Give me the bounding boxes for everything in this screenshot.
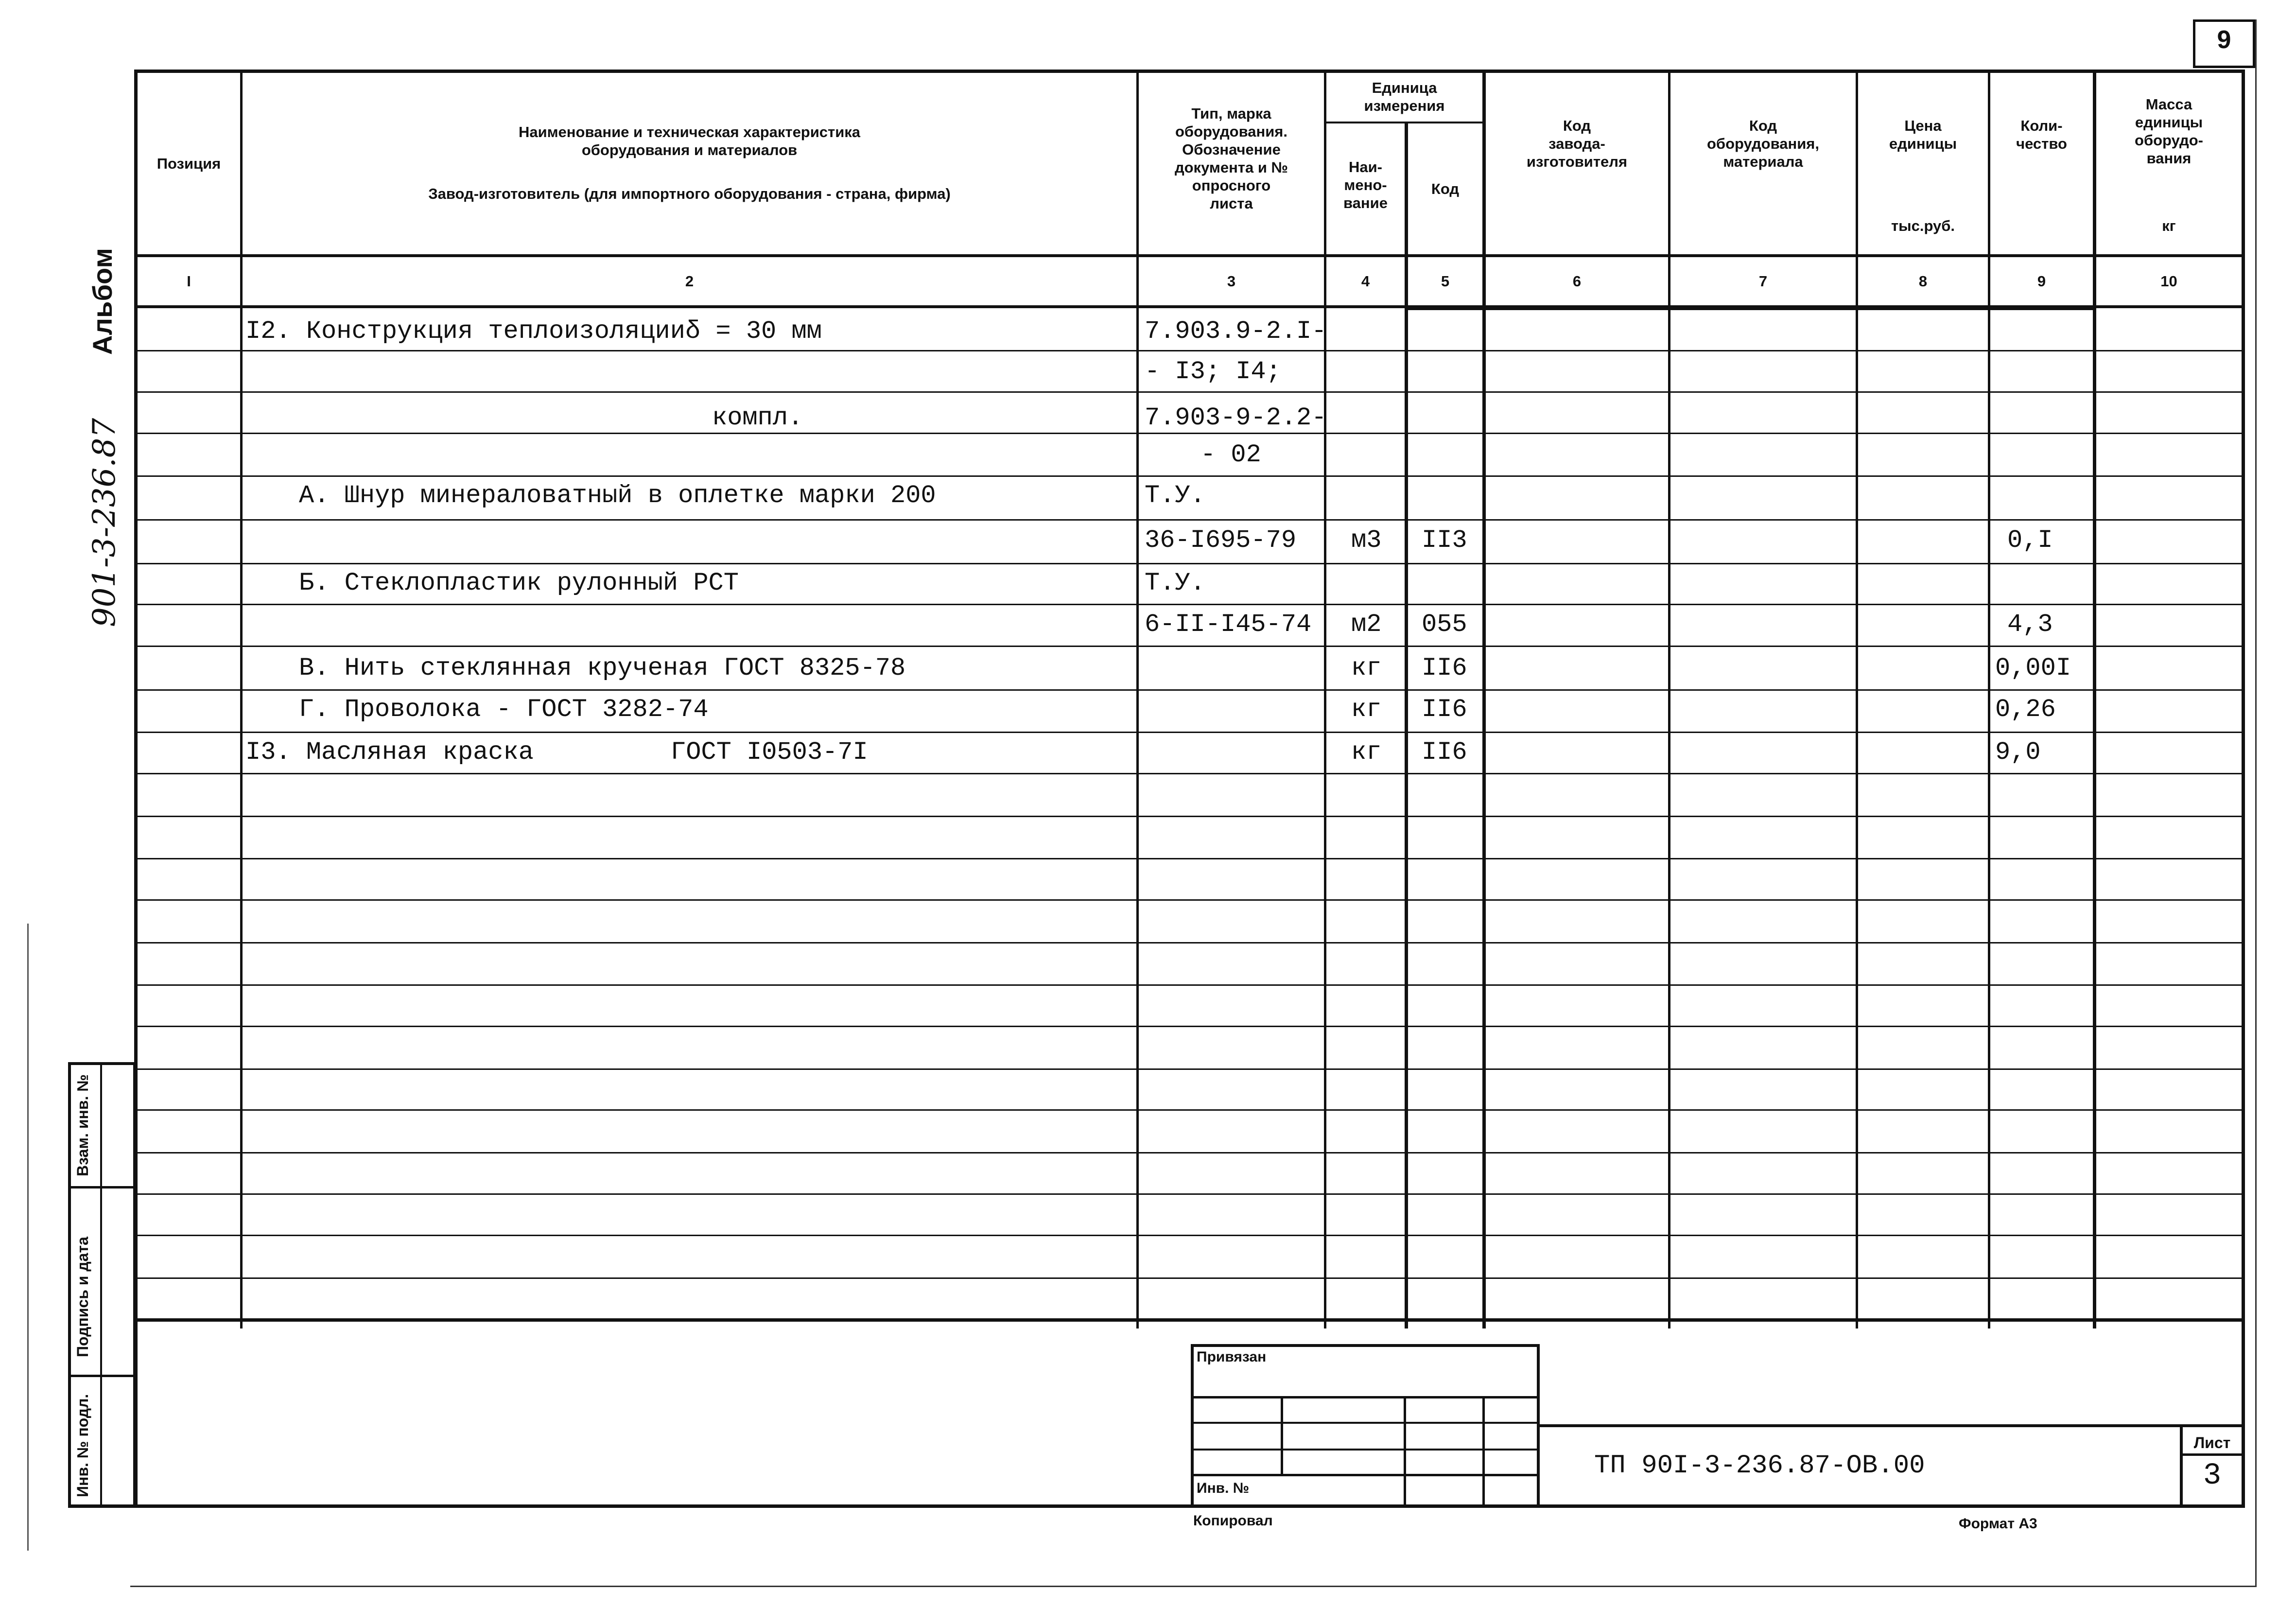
row-line — [135, 1193, 2244, 1195]
frame-right — [2242, 70, 2245, 1508]
row-doc: Т.У. — [1145, 481, 1205, 510]
header-type-line: оборудования. — [1175, 123, 1287, 140]
header-unit-line: измерения — [1364, 97, 1445, 114]
col-line-1 — [240, 70, 243, 1328]
header-equipment-code — [1670, 117, 1856, 171]
row-name: В. Нить стеклянная крученая ГОСТ 8325-78 — [299, 654, 906, 682]
row-name: компл. — [712, 403, 803, 432]
header-type-line: Обозначение — [1182, 141, 1281, 158]
header-quantity-line: Коли- — [2020, 117, 2063, 134]
header-equipment-code-line: Код — [1749, 117, 1777, 134]
album-side-code: 901-3-236.87 — [87, 418, 122, 627]
page-right-rule — [2255, 19, 2257, 1587]
row-doc: 7.903.9-2.I- — [1145, 317, 1327, 346]
row-code: 055 — [1422, 610, 1467, 639]
colnum-10: 10 — [2160, 273, 2177, 290]
row-code: II6 — [1422, 738, 1467, 767]
row-code: II6 — [1422, 695, 1467, 724]
row-line — [135, 646, 2244, 647]
header-quantity-line: чество — [2016, 135, 2067, 152]
header-unit-line: Единица — [1372, 79, 1437, 96]
col-line-7 — [1856, 70, 1858, 1328]
row-line — [135, 942, 2244, 944]
header-mass-line: оборудо- — [2135, 132, 2203, 149]
header-type-doc — [1139, 105, 1324, 212]
privyazan-h3 — [1191, 1449, 1540, 1451]
header-unit-name-line: мено- — [1344, 176, 1387, 193]
colnum-7: 7 — [1758, 273, 1768, 290]
row-line — [135, 984, 2244, 986]
header-mass-line: Масса — [2145, 96, 2192, 113]
frame-bottom — [68, 1504, 2244, 1508]
header-unit-name — [1326, 158, 1405, 212]
header-type-line: Тип, марка — [1191, 105, 1271, 122]
colnum-1: I — [187, 273, 191, 290]
header-name-line1: Наименование и техническая характеристика — [518, 123, 861, 140]
side-stamp-divider — [100, 1062, 102, 1508]
row-name: Б. Стеклопластик рулонный РСТ — [299, 569, 739, 597]
row-line — [135, 433, 2244, 434]
row-qty: 0,00I — [1995, 654, 2071, 682]
header-price-line: единицы — [1889, 135, 1957, 152]
header-factory-code-line: Код — [1563, 117, 1591, 134]
row-unit: кг — [1351, 695, 1382, 724]
row-doc: 6-II-I45-74 — [1145, 610, 1312, 639]
title-main-top — [1537, 1424, 2244, 1427]
col-line-5 — [1482, 70, 1486, 1328]
header-mass-line: единицы — [2135, 114, 2203, 131]
privyazan-v3 — [1482, 1396, 1485, 1508]
album-side-label: Альбом — [87, 248, 118, 355]
row-doc: - 02 — [1200, 440, 1261, 469]
row-line — [135, 1109, 2244, 1111]
row-line — [135, 1152, 2244, 1154]
header-equipment-code-line: материала — [1723, 153, 1803, 170]
row-qty: 9,0 — [1995, 738, 2041, 767]
page-left-rule — [27, 924, 29, 1551]
row-doc: Т.У. — [1145, 569, 1205, 597]
header-name-line2: оборудования и материалов — [581, 141, 798, 158]
header-mass-unit: кг — [2162, 217, 2176, 234]
corner-number: 9 — [2217, 26, 2231, 54]
header-factory-code-line: изготовителя — [1526, 153, 1628, 170]
col-line-8 — [1988, 70, 1990, 1328]
row-name-extra: ГОСТ I0503-7I — [671, 738, 868, 767]
colnum-2: 2 — [685, 273, 694, 290]
row-line — [135, 475, 2244, 477]
row-line — [135, 350, 2244, 351]
sheet-label: Лист — [2193, 1434, 2231, 1451]
row-line — [135, 689, 2244, 691]
header-factory-code — [1486, 117, 1668, 171]
inv-no-label: Инв. № — [1197, 1480, 1250, 1496]
row-name: I3. Масляная краска — [245, 738, 534, 767]
header-position: Позиция — [157, 155, 221, 172]
footer-format: Формат А3 — [1959, 1516, 2037, 1532]
side-stamp-vzam: Взам. инв. № — [74, 1074, 91, 1176]
row-doc: 7.903-9-2.2- — [1145, 403, 1327, 432]
row-line — [135, 519, 2244, 521]
colnum-4: 4 — [1361, 273, 1370, 290]
header-mass-line: вания — [2146, 150, 2192, 167]
header-factory-code-line: завода- — [1548, 135, 1605, 152]
frame-top — [135, 70, 2244, 73]
header-unit-group — [1326, 79, 1482, 115]
header-price-unit: тыс.руб. — [1891, 217, 1955, 234]
row-line — [135, 899, 2244, 901]
colnum-6: 6 — [1572, 273, 1582, 290]
unit-group-line — [1324, 122, 1486, 123]
privyazan-v1 — [1281, 1396, 1283, 1474]
header-quantity — [1990, 117, 2093, 153]
colnum-8: 8 — [1918, 273, 1928, 290]
row-line — [135, 1277, 2244, 1279]
document-code: ТП 90I-3-236.87-ОВ.00 — [1594, 1451, 1925, 1481]
colnum-9: 9 — [2037, 273, 2046, 290]
header-type-line: документа и № — [1174, 159, 1288, 176]
footer-copied: Копировал — [1193, 1513, 1273, 1529]
side-stamp-inv: Инв. № подл. — [74, 1394, 91, 1497]
row-name: I2. Конструкция теплоизоляции — [245, 317, 685, 346]
col-line-9 — [2093, 70, 2096, 1328]
header-unit-code: Код — [1431, 180, 1460, 197]
header-equipment-code-line: оборудования, — [1706, 135, 1819, 152]
row-code: II3 — [1422, 526, 1467, 555]
row-line — [135, 732, 2244, 733]
header-bottom-line — [135, 254, 2244, 257]
title-sheet-h — [2180, 1453, 2244, 1456]
row-name: А. Шнур минераловатный в оплетке марки 200 — [299, 481, 936, 510]
row-unit: м2 — [1351, 610, 1382, 639]
row-line — [135, 816, 2244, 817]
colnum-5: 5 — [1441, 273, 1450, 290]
privyazan-h2 — [1191, 1422, 1540, 1424]
row-qty: 0,26 — [1995, 695, 2056, 724]
header-type-line: опросного — [1192, 177, 1271, 194]
row-name: Г. Проволока - ГОСТ 3282-74 — [299, 695, 709, 724]
header-price-line: Цена — [1904, 117, 1942, 134]
privyazan-v2 — [1404, 1396, 1406, 1508]
page-bottom-rule — [130, 1586, 2257, 1587]
data-bold-top — [1405, 307, 2096, 310]
header-mass — [2096, 95, 2242, 167]
row-line — [135, 563, 2244, 564]
table-bottom-line — [135, 1318, 2244, 1322]
row-line — [135, 1068, 2244, 1070]
row-line — [135, 604, 2244, 605]
row-line — [135, 773, 2244, 774]
privyazan-h1 — [1191, 1396, 1540, 1398]
side-stamp-row1 — [68, 1186, 136, 1189]
col-line-2 — [1136, 70, 1139, 1328]
privyazan-h4 — [1191, 1474, 1540, 1476]
row-line — [135, 1026, 2244, 1027]
header-unit-name-line: вание — [1343, 194, 1388, 211]
col-line-4 — [1405, 122, 1408, 1328]
row-code: II6 — [1422, 654, 1467, 682]
row-name-extra: δ = 30 мм — [685, 317, 822, 346]
sheet-number: 3 — [2203, 1458, 2222, 1493]
row-qty: 0,I — [2007, 526, 2053, 555]
row-qty: 4,3 — [2007, 610, 2053, 639]
row-unit: кг — [1351, 738, 1382, 767]
row-line — [135, 1235, 2244, 1236]
header-unit-name-line: Наи- — [1348, 158, 1382, 175]
row-line — [135, 858, 2244, 859]
header-name-line3: Завод-изготовитель (для импортного оборудования - страна, фирма) — [428, 185, 951, 202]
col-line-6 — [1668, 70, 1670, 1328]
col-line-3 — [1324, 70, 1326, 1328]
row-line — [135, 391, 2244, 393]
privyazan-label: Привязан — [1197, 1349, 1267, 1365]
header-type-line: листа — [1210, 195, 1253, 212]
row-doc: 36-I695-79 — [1145, 526, 1297, 555]
row-doc: - I3; I4; — [1145, 357, 1281, 386]
colnum-3: 3 — [1227, 273, 1236, 290]
side-stamp-podpis: Подпись и дата — [74, 1237, 91, 1357]
side-stamp-row2 — [68, 1375, 136, 1377]
header-price — [1858, 117, 1988, 153]
row-unit: кг — [1351, 654, 1382, 682]
row-unit: м3 — [1351, 526, 1382, 555]
